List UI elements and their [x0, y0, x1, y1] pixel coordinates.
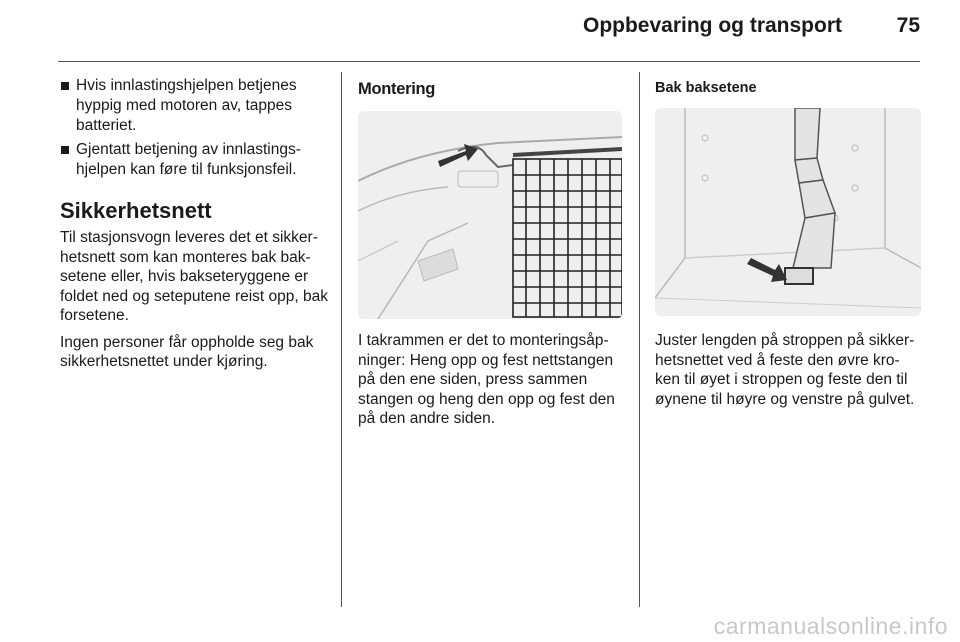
bullet-square-icon — [61, 82, 69, 90]
column-middle — [358, 76, 624, 436]
list-item — [60, 76, 332, 136]
column-right — [655, 76, 923, 416]
section-heading: Sikkerhetsnett — [60, 198, 212, 223]
cargo-net-illustration — [358, 111, 622, 319]
strap-illustration — [655, 108, 921, 316]
paragraph: Til stasjonsvogn leveres det et sikker-hetsnett som kan monteres bak bak-setene eller, hvis bakseteryggene er foldet ned og seteputene reist opp, bak forsetene. — [60, 229, 329, 324]
paragraph: Ingen personer får oppholde seg bak sikkerhetsnettet under kjøring. — [60, 333, 314, 370]
column-divider — [341, 72, 342, 607]
column-divider — [639, 72, 640, 607]
page-number: 75 — [896, 14, 920, 37]
page-title: Oppbevaring og transport — [582, 14, 842, 37]
list-item-text: Hvis innlastingshjelpen betjenes hyppig med motoren av, tappes batteriet. — [76, 77, 297, 134]
subsection-heading: Bak baksetene — [655, 80, 757, 96]
list-item-text: Gjentatt betjening av innlastings-hjelpen kan føre til funksjonsfeil. — [76, 141, 301, 178]
cargo-net-drawing — [358, 111, 622, 319]
strap-drawing — [655, 108, 921, 316]
bullet-square-icon — [61, 146, 69, 154]
paragraph: I takrammen er det to monteringsåp-ninger: Heng opp og fest nettstangen på den ene siden, press sammen stangen og heng den opp og fest den på den andre siden. — [358, 332, 615, 427]
header-rule — [58, 61, 920, 62]
column-left — [60, 76, 332, 379]
watermark: carmanualsonline.info — [713, 613, 948, 639]
bullet-list — [60, 76, 332, 180]
subsection-heading: Montering — [358, 80, 436, 98]
paragraph: Juster lengden på stroppen på sikker-hetsnettet ved å feste den øvre kro-ken til øyet i stroppen og feste den til øynene til høyre og venstre på gulvet. — [655, 332, 915, 408]
list-item — [60, 140, 332, 180]
